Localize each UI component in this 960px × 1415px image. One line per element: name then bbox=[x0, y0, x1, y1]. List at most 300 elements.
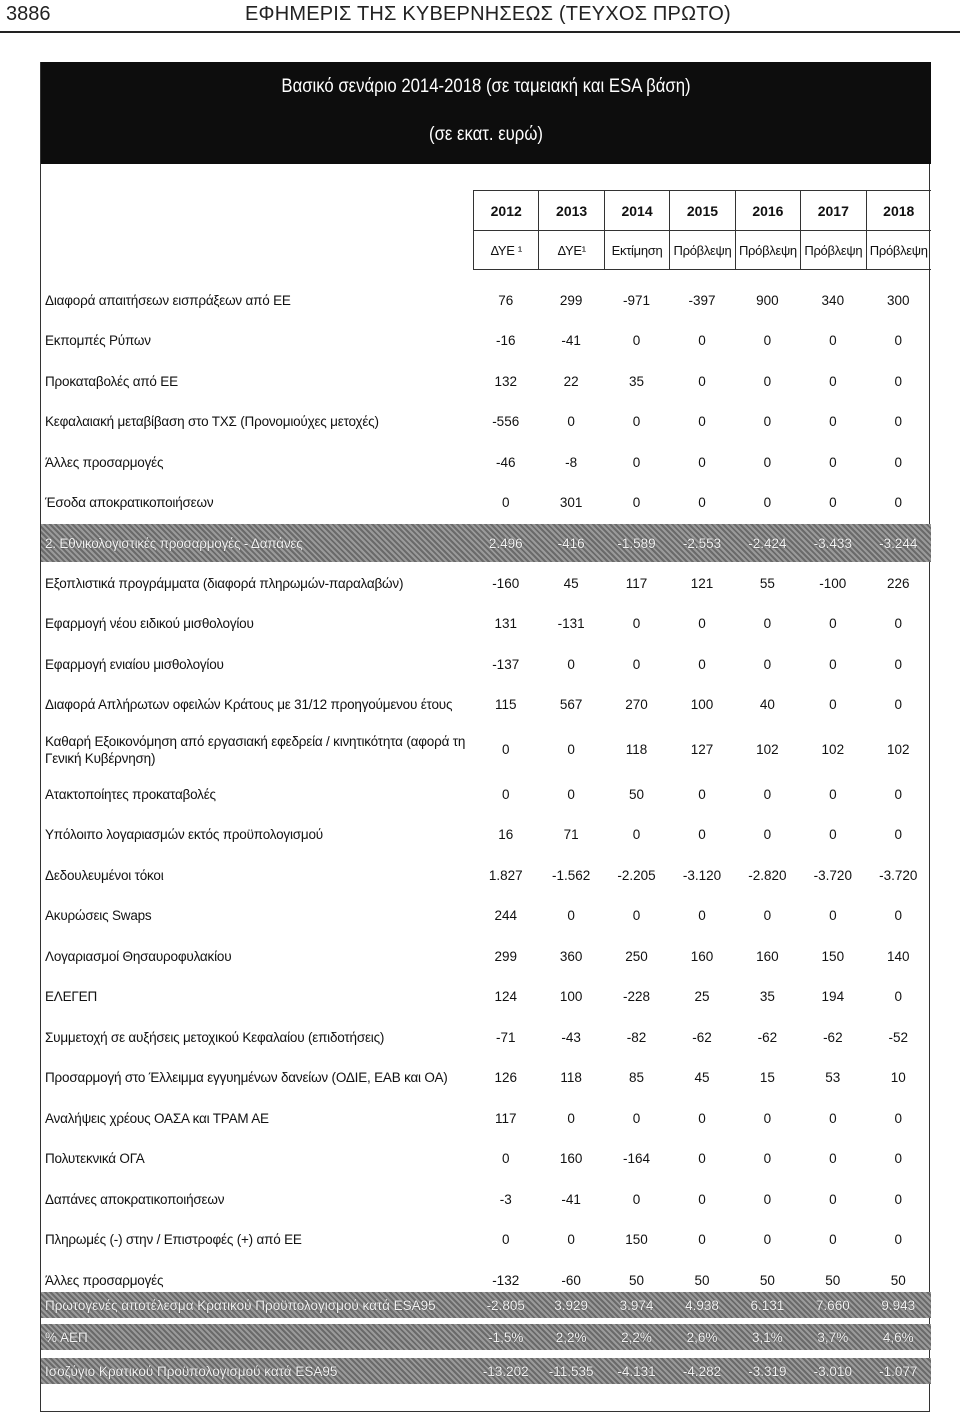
value-cell: 0 bbox=[501, 786, 510, 802]
value-cell: 0 bbox=[632, 454, 641, 470]
row-label: Ατακτοποίητες προκαταβολές bbox=[45, 786, 216, 802]
year-header: 2018 bbox=[866, 190, 931, 230]
value-cell: 131 bbox=[494, 616, 517, 632]
row-values bbox=[473, 361, 931, 402]
value-cell: 0 bbox=[894, 786, 902, 802]
gazette-title: ΕΦΗΜΕΡΙΣ ΤΗΣ ΚΥΒΕΡΝΗΣΕΩΣ (ΤΕΥΧΟΣ ΠΡΩΤΟ) bbox=[245, 3, 731, 25]
value-cell: 0 bbox=[894, 333, 902, 349]
row-values bbox=[473, 725, 931, 774]
value-cell: 0 bbox=[632, 1110, 641, 1126]
value-cell: 0 bbox=[763, 333, 772, 349]
value-cell: 45 bbox=[563, 575, 579, 591]
row-values bbox=[473, 1220, 931, 1261]
value-cell: 40 bbox=[759, 697, 775, 713]
value-cell: 0 bbox=[632, 333, 641, 349]
value-cell: 0 bbox=[763, 1232, 772, 1248]
value-cell: 0 bbox=[829, 454, 837, 470]
value-cell: 0 bbox=[829, 495, 837, 511]
table-title: Βασικό σενάριο 2014-2018 (σε ταμειακή και ESA βάση) bbox=[281, 76, 691, 97]
value-cell: 0 bbox=[894, 454, 902, 470]
value-cell: 150 bbox=[625, 1232, 648, 1248]
value-cell: 55 bbox=[759, 575, 775, 591]
summary-value-cell: 6.131 bbox=[750, 1297, 785, 1313]
value-cell: 85 bbox=[629, 1070, 645, 1086]
value-cell: 140 bbox=[886, 948, 910, 964]
row-label: Ακυρώσεις Swaps bbox=[45, 908, 152, 924]
row-values bbox=[473, 1017, 931, 1058]
value-cell: 0 bbox=[567, 414, 575, 430]
row-label: Συμμετοχή σε αυξήσεις μετοχικού Κεφαλαίου (επιδοτήσεις) bbox=[45, 1029, 385, 1045]
value-cell: 0 bbox=[894, 616, 902, 632]
subheader-row bbox=[473, 230, 931, 270]
subheader: Πρόβλεψη bbox=[669, 230, 734, 270]
table-row bbox=[41, 725, 931, 774]
value-cell: 50 bbox=[825, 1272, 841, 1288]
value-cell: 127 bbox=[690, 742, 714, 757]
value-cell: 118 bbox=[625, 742, 648, 757]
section-band-row bbox=[41, 524, 931, 562]
value-cell: 0 bbox=[567, 1110, 575, 1126]
summary-value-cell: 3.974 bbox=[619, 1297, 654, 1313]
budget-table bbox=[40, 62, 930, 1412]
row-values bbox=[473, 977, 931, 1018]
value-cell: 360 bbox=[559, 948, 583, 964]
row-values bbox=[473, 321, 931, 362]
value-cell: 102 bbox=[756, 742, 779, 757]
value-cell: 53 bbox=[825, 1070, 841, 1086]
value-cell: 0 bbox=[698, 373, 706, 389]
table-row bbox=[41, 1220, 931, 1261]
value-cell: 50 bbox=[694, 1272, 710, 1288]
value-cell: 0 bbox=[567, 908, 575, 924]
value-cell: 118 bbox=[560, 1070, 582, 1086]
table-row bbox=[41, 1139, 931, 1180]
value-cell: 71 bbox=[563, 827, 579, 843]
summary-value-cell: 3.929 bbox=[554, 1297, 589, 1313]
table-row bbox=[41, 977, 931, 1018]
value-cell: 0 bbox=[829, 697, 837, 713]
value-cell: -131 bbox=[557, 616, 585, 632]
summary-value-cell: 4,6% bbox=[882, 1329, 914, 1345]
value-cell: 0 bbox=[894, 373, 902, 389]
value-cell: 0 bbox=[829, 373, 837, 389]
year-header: 2013 bbox=[538, 190, 603, 230]
table-body bbox=[41, 280, 931, 1301]
value-cell: 0 bbox=[632, 616, 641, 632]
row-values bbox=[473, 855, 931, 896]
summary-row bbox=[41, 1324, 931, 1350]
table-row bbox=[41, 685, 931, 726]
summary-row bbox=[41, 1292, 931, 1318]
value-cell: -160 bbox=[492, 575, 520, 591]
value-cell: -62 bbox=[757, 1029, 778, 1045]
value-cell: -71 bbox=[495, 1029, 516, 1045]
value-cell: -2.553 bbox=[682, 535, 722, 551]
value-cell: -3.244 bbox=[879, 535, 918, 551]
value-cell: 0 bbox=[763, 495, 772, 511]
value-cell: 117 bbox=[625, 575, 648, 591]
table-row bbox=[41, 1179, 931, 1220]
value-cell: 0 bbox=[829, 414, 837, 430]
value-cell: 0 bbox=[763, 1191, 772, 1207]
value-cell: 35 bbox=[629, 373, 645, 389]
value-cell: 0 bbox=[894, 989, 902, 1005]
value-cell: -82 bbox=[626, 1029, 647, 1045]
value-cell: 0 bbox=[763, 373, 772, 389]
row-values bbox=[473, 896, 931, 937]
table-row bbox=[41, 896, 931, 937]
value-cell: -3.433 bbox=[813, 535, 852, 551]
value-cell: -228 bbox=[623, 989, 651, 1005]
value-cell: 160 bbox=[756, 948, 779, 964]
summary-value-cell: 2,2% bbox=[555, 1329, 587, 1345]
value-cell: 124 bbox=[494, 989, 517, 1005]
row-label: 2. Εθνικολογιστικές προσαρμογές - Δαπάνες bbox=[45, 535, 303, 551]
value-cell: 0 bbox=[894, 414, 902, 430]
value-cell: 299 bbox=[559, 292, 583, 308]
summary-value-cell: -4.282 bbox=[682, 1363, 722, 1379]
summary-label: Ισοζύγιο Κρατικού Προϋπολογισμού κατά ESA95 bbox=[45, 1363, 338, 1379]
year-header: 2015 bbox=[669, 190, 734, 230]
value-cell: 50 bbox=[629, 786, 645, 802]
row-values bbox=[473, 402, 931, 443]
value-cell: 299 bbox=[494, 948, 517, 964]
value-cell: 0 bbox=[829, 908, 837, 924]
row-values bbox=[473, 644, 931, 685]
table-row bbox=[41, 644, 931, 685]
value-cell: 15 bbox=[759, 1070, 775, 1086]
value-cell: 0 bbox=[698, 1232, 706, 1248]
value-cell: 0 bbox=[763, 656, 772, 672]
value-cell: 0 bbox=[698, 616, 706, 632]
value-cell: 270 bbox=[625, 697, 648, 713]
value-cell: -60 bbox=[561, 1272, 581, 1288]
value-cell: -52 bbox=[888, 1029, 908, 1045]
value-cell: 160 bbox=[559, 1151, 583, 1167]
value-cell: -132 bbox=[492, 1272, 520, 1288]
value-cell: 0 bbox=[632, 495, 641, 511]
summary-value-cell: -4.131 bbox=[617, 1363, 656, 1379]
value-cell: 0 bbox=[894, 1232, 902, 1248]
value-cell: 115 bbox=[494, 697, 517, 713]
year-header: 2014 bbox=[604, 190, 669, 230]
subheader: Πρόβλεψη bbox=[866, 230, 931, 270]
summary-values bbox=[473, 1324, 931, 1350]
value-cell: 50 bbox=[890, 1272, 906, 1288]
value-cell: 0 bbox=[698, 495, 706, 511]
value-cell: 0 bbox=[698, 333, 706, 349]
value-cell: 16 bbox=[498, 827, 514, 843]
value-cell: 0 bbox=[894, 697, 902, 713]
value-cell: 0 bbox=[763, 616, 772, 632]
value-cell: 0 bbox=[829, 827, 837, 843]
table-row bbox=[41, 321, 931, 362]
value-cell: 0 bbox=[894, 908, 902, 924]
value-cell: -2.205 bbox=[617, 867, 656, 883]
value-cell: 100 bbox=[690, 697, 714, 713]
row-values bbox=[473, 442, 931, 483]
value-cell: 0 bbox=[763, 827, 772, 843]
value-cell: 0 bbox=[632, 908, 641, 924]
value-cell: 50 bbox=[759, 1272, 775, 1288]
summary-value-cell: -1,5% bbox=[488, 1329, 524, 1345]
value-cell: -3 bbox=[499, 1191, 512, 1207]
value-cell: -3.120 bbox=[682, 867, 722, 883]
value-cell: -1.589 bbox=[617, 535, 656, 551]
value-cell: -137 bbox=[492, 656, 520, 672]
table-row bbox=[41, 361, 931, 402]
value-cell: 102 bbox=[821, 742, 845, 757]
value-cell: 0 bbox=[698, 786, 706, 802]
summary-value-cell: -3.010 bbox=[813, 1363, 852, 1379]
value-cell: -416 bbox=[557, 535, 585, 551]
value-cell: -16 bbox=[495, 333, 516, 349]
value-cell: 0 bbox=[829, 1232, 837, 1248]
value-cell: -556 bbox=[492, 414, 520, 430]
value-cell: -8 bbox=[565, 454, 578, 470]
value-cell: 0 bbox=[632, 414, 641, 430]
value-cell: 0 bbox=[501, 495, 510, 511]
value-cell: -397 bbox=[688, 292, 716, 308]
row-label: Αναλήψεις χρέους ΟΑΣΑ και ΤΡΑΜ ΑΕ bbox=[45, 1110, 269, 1126]
value-cell: -164 bbox=[623, 1151, 651, 1167]
value-cell: -3.720 bbox=[813, 867, 852, 883]
value-cell: 25 bbox=[694, 989, 710, 1005]
value-cell: 0 bbox=[501, 1232, 510, 1248]
summary-value-cell: 2,6% bbox=[686, 1329, 718, 1345]
value-cell: 76 bbox=[498, 292, 514, 308]
value-cell: 0 bbox=[829, 1110, 837, 1126]
summary-label: % ΑΕΠ bbox=[45, 1329, 88, 1345]
header-rule bbox=[0, 31, 960, 33]
row-label: Εξοπλιστικά προγράμματα (διαφορά πληρωμών-παραλαβών) bbox=[45, 575, 404, 591]
value-cell: 150 bbox=[821, 948, 845, 964]
value-cell: 900 bbox=[756, 292, 779, 308]
value-cell: 35 bbox=[759, 989, 775, 1005]
value-cell: 2.496 bbox=[488, 535, 523, 551]
table-row bbox=[41, 774, 931, 815]
row-values bbox=[473, 1139, 931, 1180]
value-cell: 0 bbox=[567, 656, 575, 672]
value-cell: 0 bbox=[501, 1151, 510, 1167]
row-label: Λογαριασμοί Θησαυροφυλακίου bbox=[45, 948, 232, 964]
row-label: ΕΛΕΓΕΠ bbox=[45, 989, 98, 1005]
row-label: Πολυτεκνικά ΟΓΑ bbox=[45, 1151, 145, 1167]
row-label: Διαφορά απαιτήσεων εισπράξεων από ΕΕ bbox=[45, 292, 291, 308]
table-row bbox=[41, 604, 931, 645]
value-cell: 0 bbox=[829, 1191, 837, 1207]
row-values bbox=[473, 1098, 931, 1139]
row-values bbox=[473, 815, 931, 856]
value-cell: 0 bbox=[632, 1191, 641, 1207]
row-label: Έσοδα αποκρατικοποιήσεων bbox=[45, 495, 214, 511]
value-cell: 194 bbox=[821, 989, 845, 1005]
summary-values bbox=[473, 1292, 931, 1318]
summary-value-cell: -3.319 bbox=[748, 1363, 787, 1379]
row-label: Άλλες προσαρμογές bbox=[45, 1272, 164, 1288]
value-cell: 0 bbox=[501, 742, 510, 757]
row-values bbox=[473, 280, 931, 321]
summary-value-cell: -1.077 bbox=[879, 1363, 918, 1379]
value-cell: 10 bbox=[890, 1070, 906, 1086]
value-cell: 0 bbox=[894, 495, 902, 511]
row-label: Καθαρή Εξοικονόμηση από εργασιακή εφεδρεία / κινητικότητα (αφορά τη Γενική Κυβέρνηση) bbox=[45, 733, 466, 766]
row-label: Δαπάνες αποκρατικοποιήσεων bbox=[45, 1191, 225, 1207]
row-values bbox=[473, 1058, 931, 1099]
value-cell: 0 bbox=[567, 1232, 575, 1248]
subheader: Πρόβλεψη bbox=[735, 230, 800, 270]
value-cell: 0 bbox=[829, 786, 837, 802]
summary-value-cell: -13.202 bbox=[482, 1363, 529, 1379]
value-cell: 0 bbox=[567, 786, 575, 802]
page-header bbox=[0, 0, 960, 32]
value-cell: 250 bbox=[625, 948, 648, 964]
value-cell: 0 bbox=[632, 827, 641, 843]
table-row bbox=[41, 1098, 931, 1139]
row-label: Υπόλοιπο λογαριασμών εκτός προϋπολογισμού bbox=[45, 827, 323, 843]
value-cell: -3.720 bbox=[879, 867, 918, 883]
subheader: ΔΥΕ ¹ bbox=[473, 230, 538, 270]
table-row bbox=[41, 936, 931, 977]
value-cell: 126 bbox=[494, 1070, 517, 1086]
value-cell: -41 bbox=[561, 333, 581, 349]
row-label: Προσαρμογή στο Έλλειμμα εγγυημένων δανείων (ΟΔΙΕ, ΕΑΒ και ΟΑ) bbox=[45, 1070, 448, 1086]
table-row bbox=[41, 280, 931, 321]
value-cell: -1.562 bbox=[551, 867, 591, 883]
value-cell: 102 bbox=[886, 742, 910, 757]
value-cell: 0 bbox=[894, 656, 902, 672]
value-cell: 1.827 bbox=[488, 867, 523, 883]
summary-value-cell: -2.805 bbox=[486, 1297, 525, 1313]
value-cell: -62 bbox=[823, 1029, 843, 1045]
year-header: 2017 bbox=[800, 190, 865, 230]
row-label: Προκαταβολές από ΕΕ bbox=[45, 373, 178, 389]
summary-value-cell: 7.660 bbox=[815, 1297, 850, 1313]
value-cell: -43 bbox=[561, 1029, 581, 1045]
summary-values bbox=[473, 1358, 931, 1384]
summary-value-cell: 4.938 bbox=[685, 1297, 719, 1313]
value-cell: 0 bbox=[763, 908, 772, 924]
page-number: 3886 bbox=[6, 3, 51, 25]
summary-value-cell: 3,1% bbox=[752, 1329, 783, 1345]
row-values bbox=[473, 685, 931, 726]
row-label: Εφαρμογή νέου ειδικού μισθολογίου bbox=[45, 616, 254, 632]
value-cell: 301 bbox=[559, 495, 583, 511]
table-row bbox=[41, 1058, 931, 1099]
value-cell: 160 bbox=[690, 948, 714, 964]
value-cell: -100 bbox=[819, 575, 847, 591]
value-cell: -2.424 bbox=[748, 535, 787, 551]
value-cell: 0 bbox=[698, 1110, 706, 1126]
value-cell: -971 bbox=[623, 292, 651, 308]
value-cell: 0 bbox=[698, 656, 706, 672]
row-values bbox=[473, 774, 931, 815]
table-row bbox=[41, 483, 931, 524]
summary-value-cell: 3,7% bbox=[817, 1329, 849, 1345]
value-cell: 0 bbox=[763, 414, 772, 430]
value-cell: 132 bbox=[494, 373, 517, 389]
value-cell: 244 bbox=[494, 908, 517, 924]
value-cell: 0 bbox=[632, 656, 641, 672]
value-cell: -41 bbox=[561, 1191, 581, 1207]
value-cell: 0 bbox=[763, 1151, 772, 1167]
value-cell: 0 bbox=[894, 1191, 902, 1207]
year-header: 2012 bbox=[473, 190, 538, 230]
value-cell: 0 bbox=[698, 827, 706, 843]
value-cell: 0 bbox=[763, 786, 772, 802]
value-cell: 0 bbox=[567, 742, 575, 757]
row-label: Πληρωμές (-) στην / Επιστροφές (+) από ΕΕ bbox=[45, 1232, 302, 1248]
value-cell: 0 bbox=[829, 333, 837, 349]
value-cell: 100 bbox=[559, 989, 583, 1005]
value-cell: 226 bbox=[886, 575, 910, 591]
summary-value-cell: 9.943 bbox=[881, 1297, 916, 1313]
value-cell: 0 bbox=[829, 656, 837, 672]
years-header-row bbox=[473, 190, 931, 230]
subheader: ΔΥΕ¹ bbox=[538, 230, 603, 270]
value-cell: -46 bbox=[495, 454, 516, 470]
value-cell: 0 bbox=[698, 908, 706, 924]
subheader: Πρόβλεψη bbox=[800, 230, 865, 270]
table-row bbox=[41, 815, 931, 856]
row-label: Διαφορά Απλήρωτων οφειλών Κράτους με 31/12 προηγούμενου έτους bbox=[45, 697, 453, 713]
year-header: 2016 bbox=[735, 190, 800, 230]
value-cell: -2.820 bbox=[748, 867, 787, 883]
table-row bbox=[41, 855, 931, 896]
value-cell: 117 bbox=[494, 1110, 517, 1126]
row-values bbox=[473, 524, 931, 562]
value-cell: 340 bbox=[821, 292, 845, 308]
row-label: Άλλες προσαρμογές bbox=[45, 454, 164, 470]
value-cell: 22 bbox=[563, 373, 579, 389]
table-row bbox=[41, 563, 931, 604]
value-cell: 0 bbox=[894, 827, 902, 843]
value-cell: 0 bbox=[698, 454, 706, 470]
table-unit: (σε εκατ. ευρώ) bbox=[429, 124, 543, 145]
row-values bbox=[473, 563, 931, 604]
row-values bbox=[473, 604, 931, 645]
subheader: Εκτίμηση bbox=[604, 230, 669, 270]
table-row bbox=[41, 442, 931, 483]
value-cell: 567 bbox=[559, 697, 583, 713]
value-cell: 45 bbox=[694, 1070, 710, 1086]
summary-value-cell: -11.535 bbox=[548, 1363, 594, 1379]
value-cell: 0 bbox=[763, 1110, 772, 1126]
value-cell: 0 bbox=[698, 1191, 706, 1207]
row-label: Κεφαλαιακή μεταβίβαση στο ΤΧΣ (Προνομιούχες μετοχές) bbox=[45, 414, 379, 430]
value-cell: 300 bbox=[886, 292, 910, 308]
summary-value-cell: 2,2% bbox=[621, 1329, 652, 1345]
value-cell: 50 bbox=[629, 1272, 645, 1288]
summary-label: Πρωτογενές αποτέλεσμα Κρατικού Προϋπολογισμού κατά ESA95 bbox=[45, 1297, 436, 1313]
value-cell: 0 bbox=[763, 454, 772, 470]
value-cell: 0 bbox=[698, 1151, 706, 1167]
table-row bbox=[41, 402, 931, 443]
row-values bbox=[473, 1179, 931, 1220]
value-cell: 0 bbox=[829, 1151, 837, 1167]
value-cell: 0 bbox=[829, 616, 837, 632]
row-values bbox=[473, 936, 931, 977]
summary-row bbox=[41, 1358, 931, 1384]
table-title-band bbox=[41, 62, 931, 164]
value-cell: -62 bbox=[692, 1029, 712, 1045]
table-row bbox=[41, 1017, 931, 1058]
value-cell: 121 bbox=[690, 575, 714, 591]
value-cell: 0 bbox=[894, 1110, 902, 1126]
value-cell: 0 bbox=[894, 1151, 902, 1167]
row-values bbox=[473, 483, 931, 524]
row-label: Δεδουλευμένοι τόκοι bbox=[45, 867, 164, 883]
